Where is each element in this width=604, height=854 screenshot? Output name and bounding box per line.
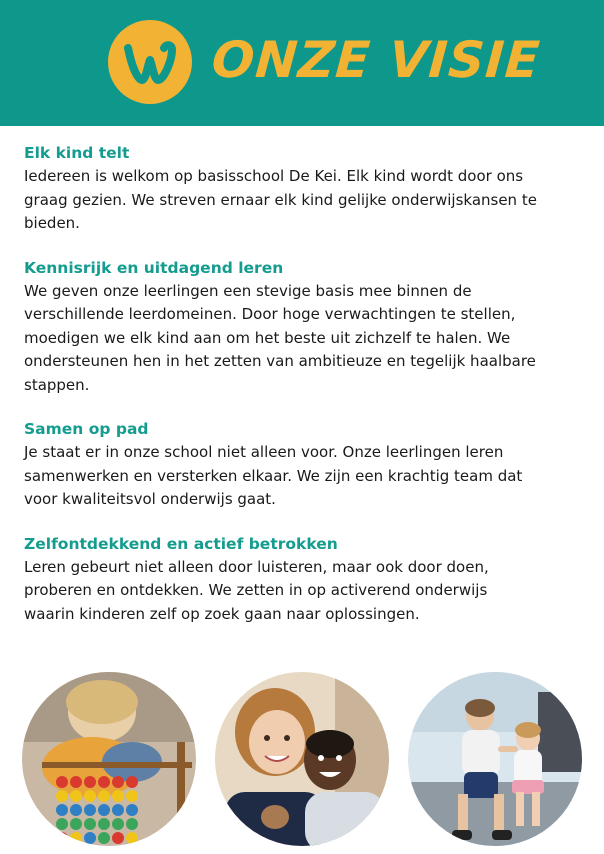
body-line: proberen en ontdekken. We zetten in op activerend onderwijs xyxy=(24,581,488,599)
body-line: Je staat er in onze school niet alleen voor. Onze leerlingen leren xyxy=(24,443,504,461)
section-heading: Elk kind telt xyxy=(24,144,130,162)
section-heading: Kennisrijk en uitdagend leren xyxy=(24,258,284,277)
section-heading: Zelfontdekkend en actief betrokken xyxy=(24,534,338,553)
body-line: bieden. xyxy=(24,214,80,232)
vision-content xyxy=(24,141,584,646)
section-elk-kind-telt xyxy=(24,141,584,236)
body-line: Leren gebeurt niet alleen door luisteren, maar ook door doen, xyxy=(24,557,489,576)
section-body xyxy=(24,441,584,512)
children-exercising-photo xyxy=(408,672,582,846)
section-kennisrijk xyxy=(24,256,584,398)
body-line: waarin kinderen zelf op zoek gaan naar oplossingen. xyxy=(24,604,420,623)
body-line: voor kwaliteitsvol onderwijs gaat. xyxy=(24,490,276,508)
child-with-abacus-photo xyxy=(22,672,196,846)
page-title: ONZE VISIE xyxy=(209,31,543,89)
w-logo-icon xyxy=(108,20,192,104)
body-line: moedigen we elk kind aan om het beste uit zichzelf te halen. We xyxy=(24,328,511,347)
section-body xyxy=(24,280,584,398)
section-zelfontdekkend xyxy=(24,532,584,627)
two-children-smiling-photo xyxy=(215,672,389,846)
section-heading: Samen op pad xyxy=(24,420,149,438)
section-body xyxy=(24,165,584,236)
section-body xyxy=(24,556,584,627)
body-line: verschillende leerdomeinen. Door hoge verwachtingen te stellen, xyxy=(24,305,516,323)
header-banner xyxy=(0,0,604,126)
body-line: graag gezien. We streven ernaar elk kind gelijke onderwijskansen te xyxy=(24,190,537,209)
body-line: Iedereen is welkom op basisschool De Kei. Elk kind wordt door ons xyxy=(24,167,524,185)
body-line: stappen. xyxy=(24,375,90,394)
body-line: ondersteunen hen in het zetten van ambitieuze en tegelijk haalbare xyxy=(24,352,536,370)
photo-row xyxy=(0,672,604,846)
body-line: We geven onze leerlingen een stevige basis mee binnen de xyxy=(24,281,472,300)
body-line: samenwerken en versterken elkaar. We zijn een krachtig team dat xyxy=(24,466,523,485)
section-samen-op-pad xyxy=(24,417,584,512)
